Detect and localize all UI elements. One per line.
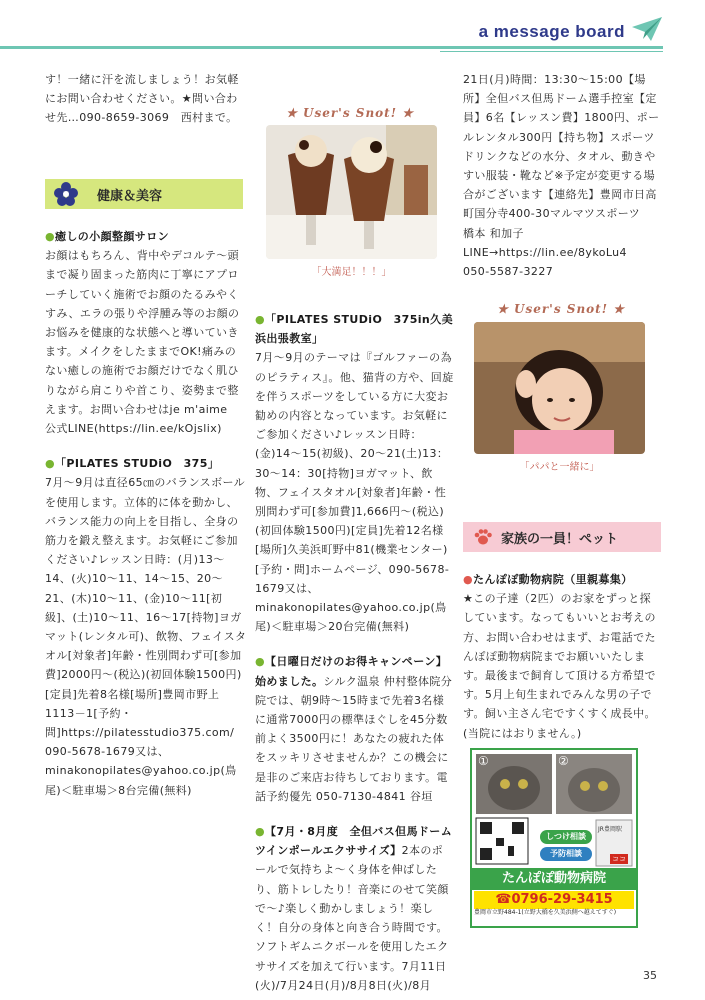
column-left [45, 70, 247, 144]
users-snot-label: ★ User's Snot! ★ [286, 106, 414, 120]
flower-icon [53, 181, 79, 207]
paw-icon [473, 528, 493, 546]
article-body: 7月～9月は直径65㎝のバランスボールを使用します。立体的に体を動かし、バランス能力の向上を目指し、全身の筋力を鍛え整えます。お気軽にご参加ください♪レッスン日時：(月)13～14、(火)10～11、14～15、20～21、(木)10～11、(金)10～11[初級]、(土)10～11、16～17[持物]ヨガマット(レンタル可)、飲物、フェイスタオル[対象者]年齢・性別問わず可[参加費]2000円～(税込)(初回体験1500円)[定員]先着8名様[場所]豊岡市野上1113－1[予約・問]https://pilatesstudio375.com/ 090-5678-1679又は、minakonopilates@yahoo.co.jp(鳥尾)＜駐車場＞8台完備(無料) [45, 476, 247, 797]
clinic-phone: ☎0796-29-3415 [474, 891, 634, 909]
section-title: 健康＆美容 [97, 188, 163, 204]
paper-plane-icon [631, 15, 663, 43]
map-marker: ココ [612, 855, 626, 863]
column-middle [255, 310, 454, 995]
column-right-body [463, 570, 661, 759]
article-title: ●【7月・8月度 全但バス但馬ドームツインポールエクササイズ】2本のポールで気持ちよ～く身体を伸ばしたり、筋トレしたり！音楽にのせて笑顔で～♪楽しく動かしましょう！楽しく！自分の身体と向き合う時間です。ソフトギムニクボールを使用したエクササイズを加えて行います。7月11日(火)/7月24日(月)/8月8日(火)/8月 [255, 825, 453, 992]
section-title: 家族の一員！ペット [501, 531, 619, 547]
photo-parfait [266, 125, 437, 259]
article-body: 7月～9月のテーマは『ゴルファーの為のピラティス』。他、猫背の方や、回旋を伴うスポーツをしている方に大変お勧めの内容となっています。お気軽にご参加ください♪レッスン日時：(金)14～15(初級)、20～21(土)13：30～14：30[持物]ヨガマット、飲物、フェイスタオル[対象者]年齢・性別問わず可[参加費]1,666円～(税込)(初回体験1500円)[定員]先着12名様[場所]久美浜町野中81(機業センター)[予約・問]ホームページ、090-5678-1679又は、minakonopilates@yahoo.co.jp(鳥尾)＜駐車場＞20台完備(無料) [255, 351, 454, 634]
article-body-continued: 21日(月)時間：13:30～15:00【場所】全但バス但馬ドーム選手控室【定員】6名【レッスン費】1800円、ポールレンタル300円【持ち物】スポーツドリンクなどの水分、タオル、動きやすい服装・靴など※予定が変更する場合がございます【連絡先】豊岡市日高町国分寺400-30マルマツスポーツ 橋本 和加子 LINE→https://lin.ee/8ykoLu4 050-5587-3227 [463, 73, 660, 279]
ad-tag: 予防相談 [540, 847, 592, 861]
map-station: JR豊岡駅 [598, 826, 622, 833]
header-title: a message board [478, 22, 625, 41]
section-pet [463, 522, 661, 552]
article-title: ●【日曜日だけのお得キャンペーン】始めました。シルク温泉 仲村整体院分院では、朝9時～15時まで先着3名様に通常7000円の標準ほぐしを45分数前よく3500円に！あなたの疲れた体をスッキリさせませんか？この機会に是非のご来店お待ちしております。電話予約優先 050-7130-4841 谷垣 [255, 655, 453, 803]
article-title: ●「PILATES STUDiO 375」 [45, 457, 220, 471]
users-snot-label: ★ User's Snot! ★ [497, 302, 625, 316]
header-rule [0, 46, 663, 49]
photo-caption: 「パパと一緒に」 [519, 462, 600, 473]
article-title: ●「PILATES STUDiO 375in久美浜出張教室」 [255, 313, 453, 346]
column-left-body [45, 227, 247, 816]
intro-text: す！一緒に汗を流しましょう！お気軽にお問い合わせください。★問い合わせ先…090-8659-3069 西村まで。 [45, 73, 239, 125]
column-right [463, 70, 661, 297]
article-body: お顔はもちろん、背中やデコルテ～頭まで凝り固まった筋肉に丁寧にアプローチしていく施術でお顔のたるみやくすみ、エラの張りや浮腫み等のお顔のお悩みを健康的な状態へと導いていきます。メイクをしたままでOK!痛みのない癒しの施術でお顔だけでなく肌ひりながら肩こりや首こり、姿勢まで整えます。お問い合わせはje m'aime 公式LINE(https://lin.ee/kOjslix) [45, 249, 240, 436]
header-rule-thin [440, 51, 663, 52]
photo-caption: 「大満足！！！」 [311, 267, 392, 278]
girl-image [474, 322, 645, 454]
clinic-address: 豊岡市立野484-1(立野大橋を久美浜側へ越えてすぐ) [474, 909, 617, 916]
page-number: 35 [643, 969, 657, 982]
clinic-ad [470, 748, 638, 928]
article-title: ●たんぽぽ動物病院（里親募集） [463, 573, 633, 586]
photo-girl [474, 322, 645, 454]
kitten-number: ① [478, 754, 489, 768]
kitten-number: ② [558, 754, 569, 768]
article-title: ●癒しの小顔整顔サロン [45, 230, 169, 243]
clinic-name: たんぽぽ動物病院 [472, 868, 636, 890]
article-body: ★この子達（2匹）のお家をずっと探しています。なってもいいとお考えの方、お問い合わせはまず、お電話でたんぽぽ動物病院までお願いいたします。最後まで飼育して頂ける方希望です。5月上旬生まれでみんな男の子です。飼い主さん宅ですくすく成長中。(当院にはおりません。) [463, 592, 656, 740]
parfait-image [266, 125, 437, 259]
page-header [0, 0, 705, 60]
section-health-beauty [45, 179, 243, 209]
ad-tag: しつけ相談 [540, 830, 592, 844]
